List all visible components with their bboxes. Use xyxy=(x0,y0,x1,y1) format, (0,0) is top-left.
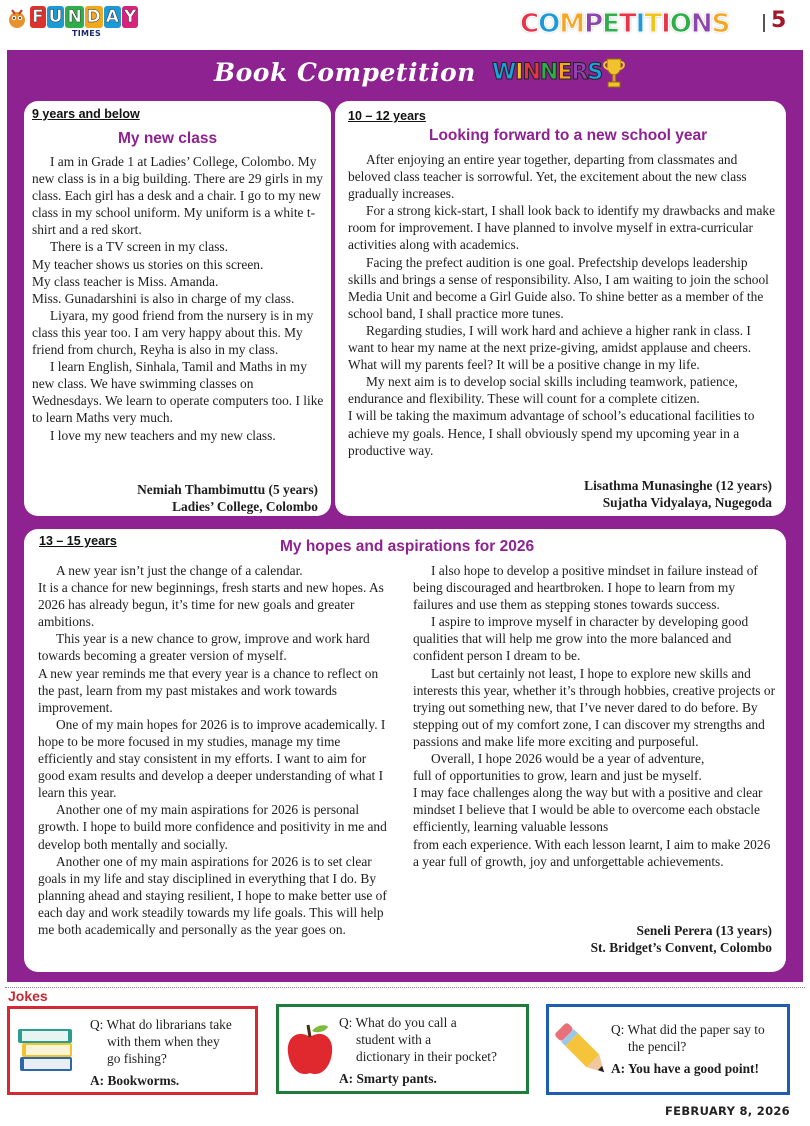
joke-answer: A: You have a good point! xyxy=(611,1061,759,1076)
logo-letter: A xyxy=(105,7,119,27)
story-paragraph: Liyara, my good friend from the nursery is in my class this year too. I am very happy about this. My friend from church, Reyha is also in my class. xyxy=(32,307,314,358)
section-title-letter: I xyxy=(635,9,645,39)
story-body xyxy=(348,151,778,459)
books-icon xyxy=(18,1021,76,1075)
story-paragraph: Another one of my main aspirations for 2026 is personal growth. I hope to build more confidence and positivity in me and develop both mentally and socially. xyxy=(38,802,387,852)
story-body-left-column xyxy=(38,562,388,938)
winners-letter: N xyxy=(539,60,558,85)
author-school: Sujatha Vidyalaya, Nugegoda xyxy=(602,495,772,510)
story-title: My hopes and aspirations for 2026 xyxy=(280,538,535,555)
author-school: Ladies’ College, Colombo xyxy=(172,499,318,514)
age-group-label: 9 years and below xyxy=(32,107,140,121)
funday-times-logo xyxy=(6,4,137,44)
story-paragraph: Miss. Gunadarshini is also in charge of my class. xyxy=(32,290,295,306)
joke-card xyxy=(7,1006,258,1095)
story-paragraph: I may face challenges along the way but with a positive and clear mindset I believe that I would be able to overcome each obstacle efficiently, learning valuable lessons xyxy=(413,785,763,835)
joke-question: Q: What do you call a student with a dictionary in their pocket? xyxy=(339,1015,497,1064)
story-paragraph: from each experience. With each lesson learnt, I aim to make 2026 a year full of growth, joy and unforgettable achievements. xyxy=(413,836,771,869)
section-divider xyxy=(5,987,805,988)
story-paragraph: I aspire to improve myself in character by developing good qualities that will help me grow into the more balanced and confident person I dream to be. xyxy=(413,614,749,664)
story-paragraph: I also hope to develop a positive mindset in failure instead of being discouraged and heartbroken. I hope to learn from my failures and use them as stepping stones towards success. xyxy=(413,563,758,613)
story-paragraph: I will be taking the maximum advantage of school’s educational facilities to achieve my goals. Hence, I shall obviously spend my upcoming year in a productive way. xyxy=(348,408,755,458)
logo-letter: F xyxy=(32,7,44,27)
banner-title: Book Competition xyxy=(214,58,476,87)
logo-subtitle: TIMES xyxy=(72,29,102,38)
joke-card xyxy=(546,1004,790,1095)
winners-badge xyxy=(492,56,625,90)
story-body-right-column xyxy=(413,562,778,870)
story-paragraph: A new year reminds me that every year is a chance to reflect on the past, learn from my past mistakes and work towards improvement. xyxy=(38,665,379,715)
joke-card xyxy=(276,1004,529,1094)
story-title: My new class xyxy=(118,130,218,147)
winners-letter: I xyxy=(515,60,523,85)
story-paragraph: I love my new teachers and my new class. xyxy=(50,427,276,443)
section-title-letter: T xyxy=(618,9,636,39)
joke-question: Q: What do librarians take with them when they go fishing? xyxy=(90,1017,232,1066)
author-name: Seneli Perera (13 years) xyxy=(636,923,772,938)
story-byline xyxy=(442,922,772,956)
page-number-divider xyxy=(763,14,765,32)
story-paragraph: One of my main hopes for 2026 is to improve academically. I hope to be more focused in my studies, manage my time efficiently and stay consistent in my efforts. I want to aim for good exam results and develop a deeper understanding of what I learn this year. xyxy=(38,716,386,801)
winners-letter: E xyxy=(557,60,572,85)
section-title-letter: T xyxy=(644,9,662,39)
author-school: St. Bridget’s Convent, Colombo xyxy=(590,940,772,955)
logo-letter: U xyxy=(48,7,63,27)
section-title-letter: I xyxy=(661,9,670,39)
joke-answer: A: Smarty pants. xyxy=(339,1071,437,1086)
story-paragraph: My teacher shows us stories on this screen. xyxy=(32,256,264,272)
story-body xyxy=(32,153,324,444)
story-paragraph: There is a TV screen in my class. xyxy=(50,239,228,255)
logo-letter: Y xyxy=(123,7,137,27)
pencil-icon xyxy=(553,1021,613,1081)
story-paragraph: I learn English, Sinhala, Tamil and Maths in my new class. We have swimming classes on Wednesdays. We learn to operate computers too. I like to learn Maths very much. xyxy=(32,359,324,426)
story-paragraph: full of opportunities to grow, learn and just be myself. xyxy=(413,768,702,784)
logo-wordmark xyxy=(30,6,138,28)
story-title: Looking forward to a new school year xyxy=(429,127,708,144)
story-paragraph: It is a chance for new beginnings, fresh starts and new hopes. As 2026 has already begun, it’s time for new goals and greater ambitions. xyxy=(38,580,384,630)
jokes-heading: Jokes xyxy=(8,988,48,1004)
author-name: Lisathma Munasinghe (12 years) xyxy=(584,478,772,493)
section-title-letter: O xyxy=(538,9,560,39)
story-paragraph: My next aim is to develop social skills including teamwork, patience, endurance and flexibility. These will count for a complete citizen. xyxy=(348,374,738,407)
story-paragraph: After enjoying an entire year together, departing from classmates and beloved class teacher is sorrowful. Yet, the excitement about the new class gradually increases. xyxy=(348,152,747,202)
section-title-competitions xyxy=(520,6,729,42)
section-title-letter: S xyxy=(711,9,730,39)
story-byline xyxy=(472,477,772,511)
mascot-icon xyxy=(6,6,28,30)
story-paragraph: This year is a new chance to grow, improve and work hard towards becoming a greater version of myself. xyxy=(38,631,370,664)
winners-wordmark xyxy=(492,57,602,89)
story-byline xyxy=(38,481,318,515)
author-name: Nemiah Thambimuttu (5 years) xyxy=(137,482,318,497)
story-paragraph: Regarding studies, I will work hard and achieve a higher rank in class. I want to hear my name at the next prize-giving, amidst applause and cheers. What will my parents feel? It will be a positive change in my life. xyxy=(348,322,752,373)
winners-letter: N xyxy=(522,60,540,85)
story-paragraph: For a strong kick-start, I shall look back to identify my drawbacks and make room for improvement. I have planned to involve myself in extra-curricular activities along with academics. xyxy=(348,203,776,253)
joke-question: Q: What did the paper say to the pencil? xyxy=(611,1022,765,1054)
section-title-letter: N xyxy=(690,9,712,39)
story-paragraph: Facing the prefect audition is one goal. Prefectship develops leadership skills and brings a sense of responsibility. Also, I am waiting to join the school Media Unit and become a Girl Guide also. To shine better as a member of the school band, I shall practice more tunes. xyxy=(348,254,769,321)
story-paragraph: Last but certainly not least, I hope to explore new skills and interests this year, whether it’s through hobbies, creative projects or trying out something new, that I’ve never dared to do before. By stepping out of my comfort zone, I can discover my strengths and passions and make life more exciting and purposeful. xyxy=(413,665,776,749)
section-title-letter: O xyxy=(669,9,691,39)
age-group-label: 13 – 15 years xyxy=(39,534,117,548)
winners-letter: S xyxy=(587,60,603,85)
logo-letter: N xyxy=(67,7,82,27)
age-group-label: 10 – 12 years xyxy=(348,109,426,123)
section-title-letter: E xyxy=(602,9,619,39)
winners-letter: R xyxy=(571,60,588,85)
trophy-icon xyxy=(603,56,625,90)
section-title-letter: C xyxy=(520,9,539,39)
page-number: 5 xyxy=(771,8,787,33)
story-paragraph: I am in Grade 1 at Ladies’ College, Colombo. My new class is in a big building. There are 29 girls in my class. Each girl has a desk and a chair. I go to my new class in my school uniform. My uniform is a white t-shirt and a red skort. xyxy=(32,154,323,238)
apple-icon xyxy=(284,1021,336,1079)
story-paragraph: Another one of my main aspirations for 2026 is to set clear goals in my life and stay disciplined in everything that I do. By planning ahead and staying resilient, I hope to make better use of each day and work steadily towards my life goals. This will help me both academically and personally as the year goes on. xyxy=(38,853,387,937)
story-paragraph: A new year isn’t just the change of a calendar. xyxy=(56,563,303,578)
story-paragraph: Overall, I hope 2026 would be a year of adventure, xyxy=(431,751,705,767)
joke-answer: A: Bookworms. xyxy=(90,1073,180,1088)
logo-letter: D xyxy=(86,7,101,27)
issue-date: FEBRUARY 8, 2026 xyxy=(665,1104,790,1118)
story-paragraph: My class teacher is Miss. Amanda. xyxy=(32,273,219,289)
winners-letter: W xyxy=(492,60,516,85)
section-title-letter: M xyxy=(559,9,585,39)
section-title-letter: P xyxy=(584,9,603,39)
